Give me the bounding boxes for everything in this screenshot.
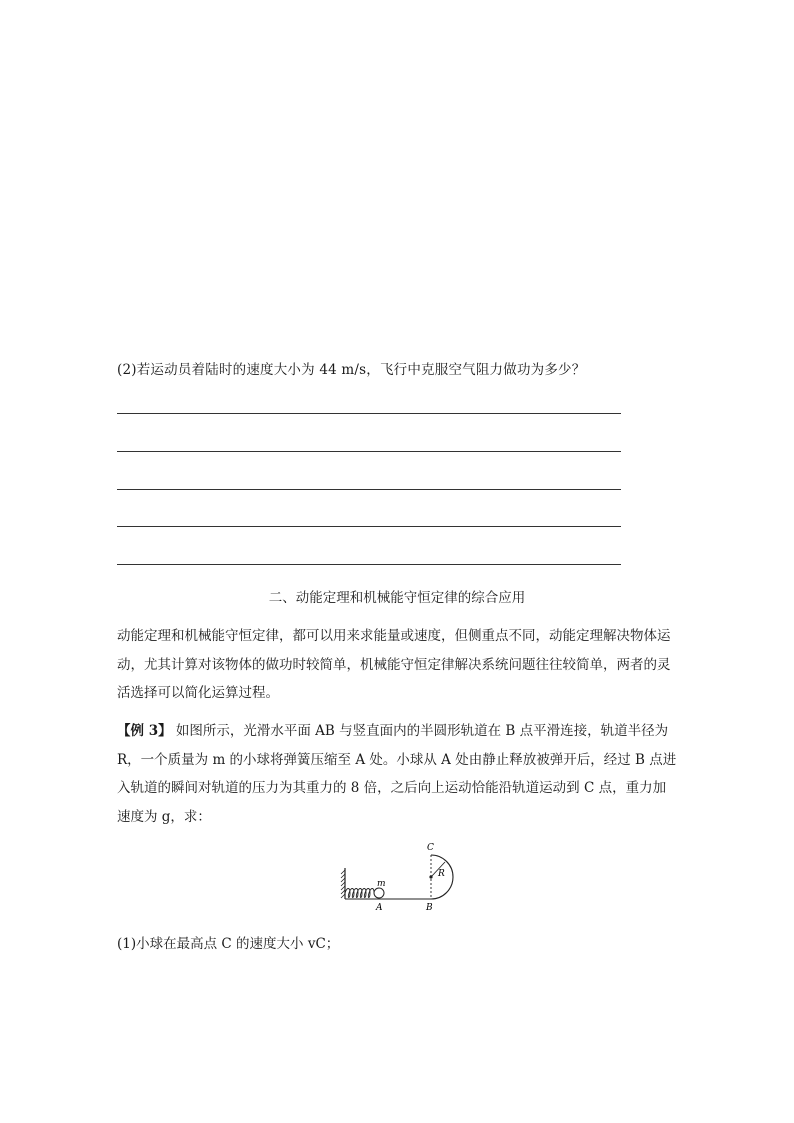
ball	[374, 888, 384, 898]
question-2-text: (2)若运动员着陆时的速度大小为 44 m/s，飞行中克服空气阻力做功为多少？	[117, 362, 586, 378]
answer-line	[117, 489, 621, 490]
answer-line	[117, 564, 621, 565]
wall-hatching	[341, 870, 345, 898]
label-c: C	[427, 843, 434, 853]
label-r: R	[438, 869, 445, 879]
answer-line	[117, 413, 621, 414]
center-dot	[429, 875, 432, 878]
example-3-paragraph	[117, 717, 677, 831]
question-1-text: (1)小球在最高点 C 的速度大小 vC；	[117, 936, 340, 952]
section-heading: 二、动能定理和机械能守恒定律的综合应用	[268, 590, 526, 606]
example-tag: 【例 3】	[117, 723, 172, 739]
answer-line	[117, 451, 621, 452]
intro-paragraph: 动能定理和机械能守恒定律，都可以用来求能量或速度，但侧重点不同，动能定理解决物体运动，尤其计算对该物体的做功时较简单，机械能守恒定律解决系统问题往往较简单，两者的灵活选择可以简化运算过程。	[117, 628, 671, 701]
track-figure	[335, 838, 475, 914]
spring	[345, 889, 374, 898]
label-a: A	[376, 903, 383, 913]
answer-line	[117, 526, 621, 527]
label-m: m	[377, 879, 386, 889]
example-text: 如图所示，光滑水平面 AB 与竖直面内的半圆形轨道在 B 点平滑连接，轨道半径为 R，一个质量为 m 的小球将弹簧压缩至 A 处。小球从 A 处由静止释放被弹开后，经过 B 点进入轨道的瞬间对轨道的压力为其重力的 8 倍，之后向上运动恰能沿轨道运动到 C 点，重力加速度为 g，求：	[117, 723, 677, 825]
label-b: B	[426, 903, 433, 913]
